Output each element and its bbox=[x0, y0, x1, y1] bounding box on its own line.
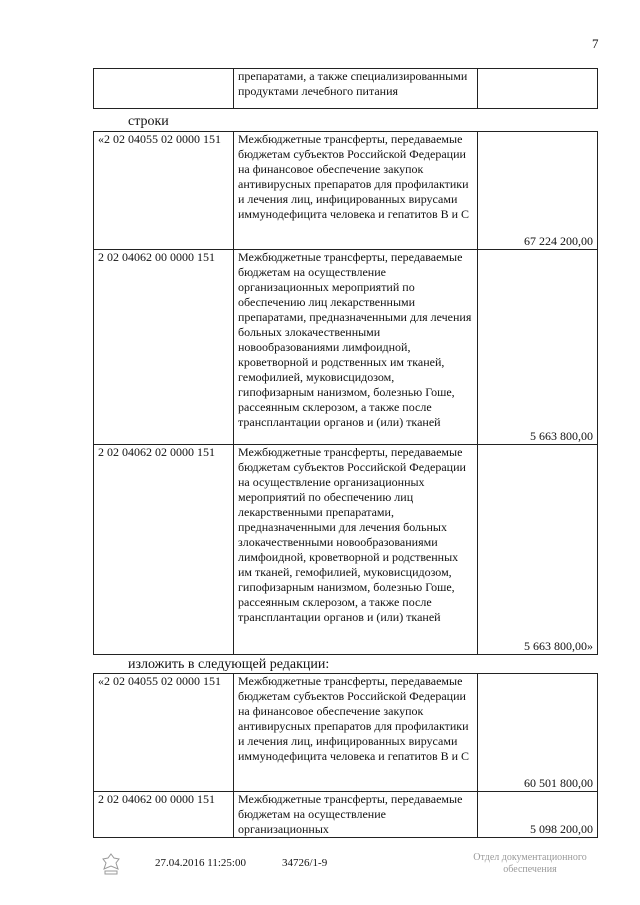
code-cell: «2 02 04055 02 0000 151 bbox=[94, 674, 234, 792]
description-cell: Межбюджетные трансферты, передаваемые бюджетам на осуществление организационных bbox=[234, 792, 478, 838]
table-row bbox=[94, 69, 598, 109]
amount-cell: 60 501 800,00 bbox=[478, 674, 598, 792]
amount-cell: 5 663 800,00» bbox=[478, 445, 598, 655]
code-cell: 2 02 04062 02 0000 151 bbox=[94, 445, 234, 655]
footer-datetime: 27.04.2016 11:25:00 bbox=[155, 857, 246, 869]
description-cell: Межбюджетные трансферты, передаваемые бюджетам субъектов Российской Федерации на осуществление организационных мероприятий по обеспечению лиц лекарственными препаратами, предназначенными для лечения больных злокачественными новообразованиями лимфоидной, кроветворной и родственных им тканей, гемофилией, муковисцидозом, гипофизарным нанизмом, болезнью Гоше, рассеянным склерозом, а также после трансплантации органов и (или) тканей bbox=[234, 445, 478, 655]
label-new-edition: изложить в следующей редакции: bbox=[128, 657, 330, 672]
table-row bbox=[94, 792, 598, 838]
table-row bbox=[94, 132, 598, 250]
table-new-rows bbox=[93, 673, 598, 838]
department-stamp: Отдел документационного обеспечения bbox=[473, 852, 587, 875]
emblem-icon bbox=[100, 852, 122, 876]
table-old-rows bbox=[93, 131, 598, 655]
table-row bbox=[94, 674, 598, 792]
page-number: 7 bbox=[592, 36, 599, 51]
table-row bbox=[94, 250, 598, 445]
amount-cell bbox=[478, 69, 598, 109]
code-cell: 2 02 04062 00 0000 151 bbox=[94, 792, 234, 838]
code-cell: «2 02 04055 02 0000 151 bbox=[94, 132, 234, 250]
amount-cell: 5 663 800,00 bbox=[478, 250, 598, 445]
label-rows: строки bbox=[128, 114, 169, 129]
footer-doc-number: 34726/1-9 bbox=[282, 857, 328, 869]
table-row bbox=[94, 445, 598, 655]
description-cell: препаратами, а также специализированными продуктами лечебного питания bbox=[234, 69, 478, 109]
amount-cell: 67 224 200,00 bbox=[478, 132, 598, 250]
amount-cell: 5 098 200,00 bbox=[478, 792, 598, 838]
code-cell: 2 02 04062 00 0000 151 bbox=[94, 250, 234, 445]
code-cell bbox=[94, 69, 234, 109]
description-cell: Межбюджетные трансферты, передаваемые бюджетам на осуществление организационных мероприятий по обеспечению лиц лекарственными препаратами, предназначенными для лечения больных злокачественными новообразованиями лимфоидной, кроветворной и родственных им тканей, гемофилией, муковисцидозом, гипофизарным нанизмом, болезнью Гоше, рассеянным склерозом, а также после трансплантации органов и (или) тканей bbox=[234, 250, 478, 445]
description-cell: Межбюджетные трансферты, передаваемые бюджетам субъектов Российской Федерации на финансовое обеспечение закупок антивирусных препаратов для профилактики и лечения лиц, инфицированных вирусами иммунодефицита человека и гепатитов В и С bbox=[234, 132, 478, 250]
table-continuation bbox=[93, 68, 598, 109]
description-cell: Межбюджетные трансферты, передаваемые бюджетам субъектов Российской Федерации на финансовое обеспечение закупок антивирусных препаратов для профилактики и лечения лиц, инфицированных вирусами иммунодефицита человека и гепатитов В и С bbox=[234, 674, 478, 792]
